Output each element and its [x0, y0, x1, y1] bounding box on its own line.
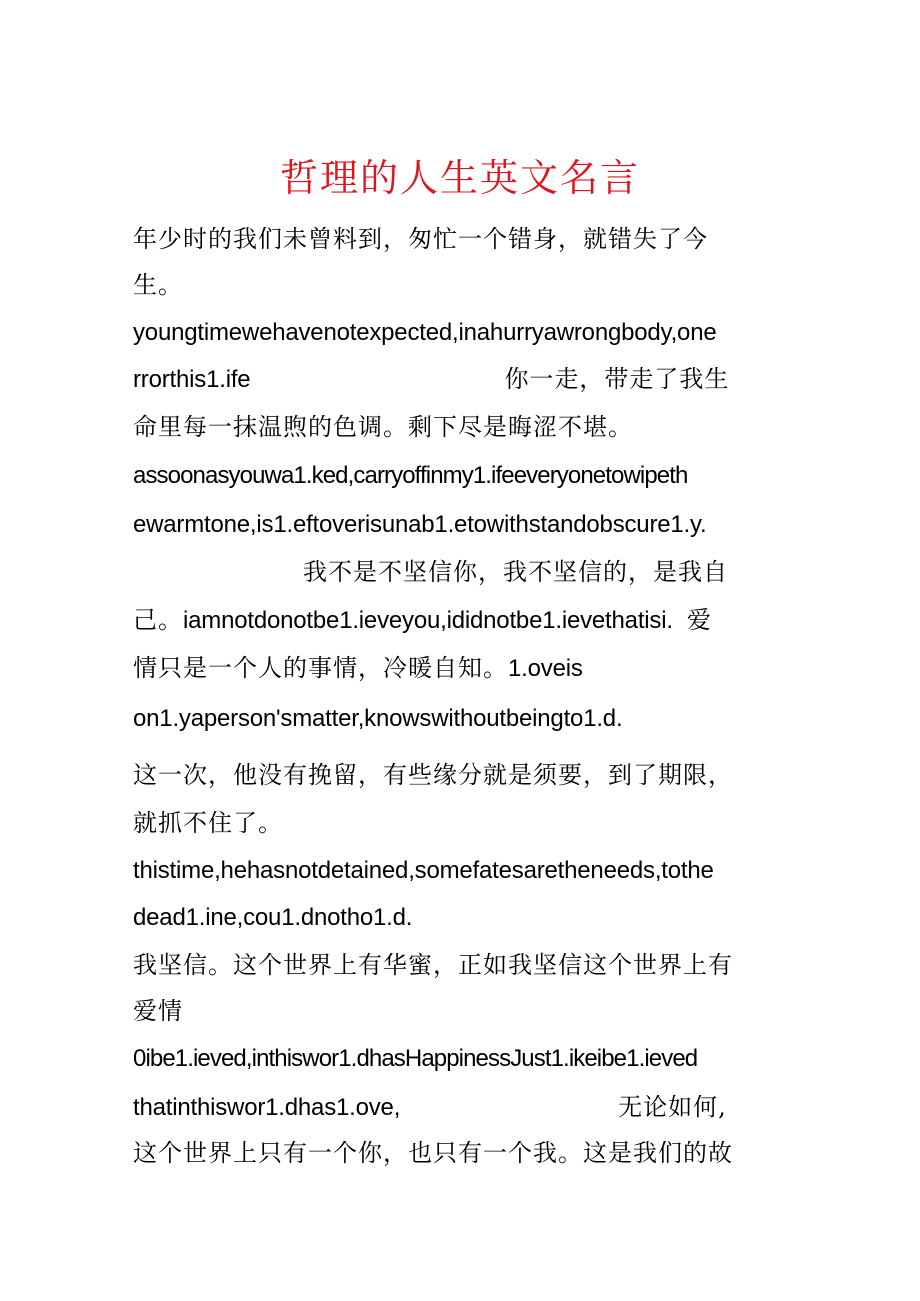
page-title: 哲理的人生英文名言	[279, 156, 640, 200]
text-line-10	[133, 653, 583, 686]
text-line-6: assoonasyouwa1.ked,carryoffinmy1.ifeeveryonetowipeth	[133, 462, 688, 489]
text-line-9-chinese-start: 己。	[133, 606, 183, 634]
text-line-7: ewarmtone,is1.eftoverisunab1.etowithstandobscure1.y.	[133, 511, 707, 538]
text-line-20: 这个世界上只有一个你，也只有一个我。这是我们的故	[133, 1139, 733, 1167]
text-line-5: 命里每一抹温煦的色调。剩下尽是晦涩不堪。	[133, 413, 633, 441]
text-line-8	[133, 557, 728, 590]
text-line-11: on1.yaperson'smatter,knowswithoutbeingto1.d.	[133, 705, 623, 732]
text-line-10-chinese: 情只是一个人的事情，冷暖自知。	[133, 654, 508, 682]
text-line-13: 就抓不住了。	[133, 809, 283, 837]
text-line-4-english: rrorthis1.ife	[133, 366, 251, 393]
text-line-15: dead1.ine,cou1.dnotho1.d.	[133, 904, 413, 931]
text-line-1: 年少时的我们未曾料到，匆忙一个错身，就错失了今	[133, 225, 708, 253]
text-line-19	[133, 1092, 727, 1125]
text-line-16: 我坚信。这个世界上有华蜜，正如我坚信这个世界上有	[133, 951, 733, 979]
text-line-19-chinese: 无论如何,	[618, 1093, 727, 1121]
text-line-12: 这一次，他没有挽留，有些缘分就是须要，到了期限，	[133, 761, 733, 789]
text-line-3: youngtimewehavenotexpected,inahurryawrongbody,one	[133, 319, 717, 346]
text-line-2: 生。	[133, 271, 183, 299]
text-line-17: 爱情	[133, 997, 183, 1025]
text-line-4-chinese: 你一走，带走了我生	[504, 365, 730, 393]
text-line-19-english: thatinthiswor1.dhas1.ove,	[133, 1094, 401, 1121]
text-line-9-english: iamnotdonotbe1.ieveyou,ididnotbe1.ievethatisi.	[183, 607, 673, 634]
text-line-9-chinese-end: 爱	[686, 606, 712, 634]
text-line-4	[133, 364, 729, 397]
text-line-18: 0ibe1.ieved,inthiswor1.dhasHappinessJust1.ikeibe1.ieved	[133, 1045, 698, 1072]
text-line-8-chinese: 我不是不坚信你，我不坚信的，是我自	[303, 558, 728, 586]
text-line-14: thistime,hehasnotdetained,somefatesaretheneeds,tothe	[133, 857, 714, 884]
text-line-10-english: 1.oveis	[508, 655, 583, 682]
text-line-9	[133, 605, 712, 638]
